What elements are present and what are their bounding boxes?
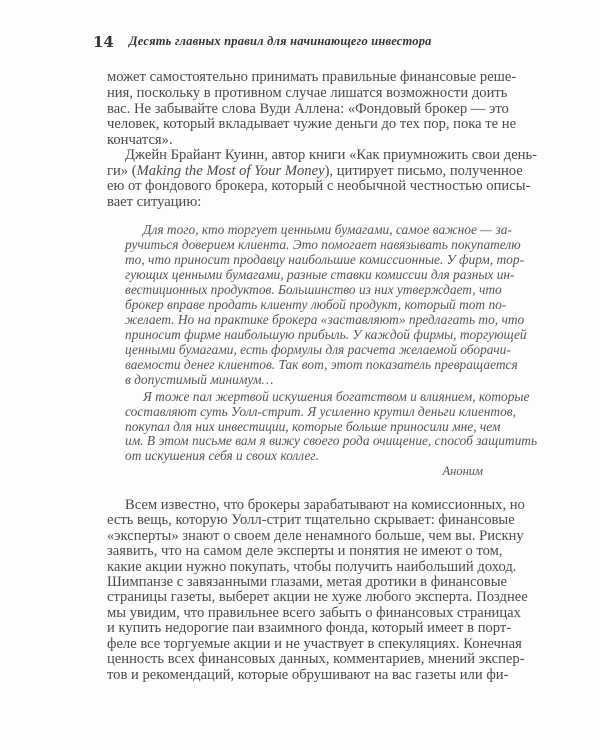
text-line: Джейн Брайант Куинн, автор книги «Как приумножить свои день- [125, 147, 537, 163]
page-number: 14 [93, 33, 114, 51]
quote-line: Для того, кто торгует ценными бумагами, самое важное — за- [143, 222, 512, 237]
quote-line: ценными бумагами, есть формулы для расчета желаемой оборачи- [125, 342, 511, 357]
text-line: ния, поскольку в противном случае лишатся возможности доить [107, 85, 508, 101]
text-line: ги» (Making the Most of Your Money), цитирует письмо, полученное [107, 163, 523, 179]
text-line: вас. Не забывайте слова Вуди Аллена: «Фондовый брокер — это [107, 101, 509, 117]
text-line: тов и рекомендаций, которые обрушивают на вас газеты или фи- [107, 667, 509, 683]
text-line: заявить, что на самом деле эксперты и понятия не имеют о том, [107, 543, 503, 559]
text-line: ценность всех финансовых данных, комментариев, мнений экспер- [107, 651, 525, 667]
text-line: феле все торгуемые акции и не участвует в спекуляциях. Конечная [107, 636, 522, 652]
book-title-italic: Making the Most of Your Money [136, 163, 325, 179]
quote-line: приносит фирме наибольшую прибыль. У каждой фирмы, торгующей [125, 327, 527, 342]
text-line: и купить недорогие паи взаимного фонда, который имеет в порт- [107, 620, 512, 636]
text-line: какие акции нужно покупать, чтобы получить наибольший доход. [107, 559, 517, 575]
quote-line: ваемости денег клиентов. Так вот, этот показатель превращается [125, 357, 518, 372]
text-line: может самостоятельно принимать правильные финансовые реше- [107, 69, 517, 85]
text-line: ею от фондового брокера, который с необычной честностью описы- [107, 178, 531, 194]
text-line: кончатся». [107, 132, 173, 148]
text-line: человек, который вкладывает чужие деньги до тех пор, пока те не [107, 116, 517, 132]
quote-line: покупал для них инвестиции, которые больше приносили мне, чем [125, 419, 501, 434]
running-header-title: Десять главных правил для начинающего инвестора [129, 34, 432, 48]
text-line: Шимпанзе с завязанными глазами, метая дротики в финансовые [107, 574, 508, 590]
quote-line: им. В этом письме вам я вижу своего рода очищение, способ защитить [125, 433, 538, 448]
quote-line: желает. Но на практике брокера «заставляют» предлагать то, что [125, 312, 525, 327]
quote-line: гующих ценными бумагами, разные ставки комиссии для разных ин- [125, 267, 515, 282]
quote-attribution: Аноним [442, 464, 483, 478]
quote-line: ручиться доверием клиента. Это помогает навязывать покупателю [125, 237, 521, 252]
text-line: страницы газеты, выберет акции не хуже любого эксперта. Позднее [107, 589, 528, 605]
quote-line: в допустимый минимум… [125, 372, 274, 387]
quote-line: вестиционных продуктов. Большинство из них утверждает, что [125, 282, 502, 297]
text-line: вает ситуацию: [107, 194, 202, 210]
quote-line: то, что приносит продавцу наибольшие комиссионные. У фирм, тор- [125, 252, 525, 267]
text-line: «эксперты» знают о своем деле ненамного больше, чем вы. Рискну [107, 528, 524, 544]
quote-line: составляют суть Уолл-стрит. Я усиленно крутил деньги клиентов, [125, 404, 516, 419]
text-line: мы увидим, что правильнее всего забыть о финансовых страницах [107, 605, 521, 621]
quote-line: брокер вправе продать клиенту любой продукт, который тот по- [125, 297, 507, 312]
quote-line: от искушения себя и своих коллег. [125, 448, 319, 463]
text-line: Всем известно, что брокеры зарабатывают на комиссионных, но [125, 497, 525, 513]
text-line: есть вещь, которую Уолл-стрит тщательно скрывает: финансовые [107, 512, 515, 528]
quote-line: Я тоже пал жертвой искушения богатством и влиянием, которые [143, 389, 530, 404]
